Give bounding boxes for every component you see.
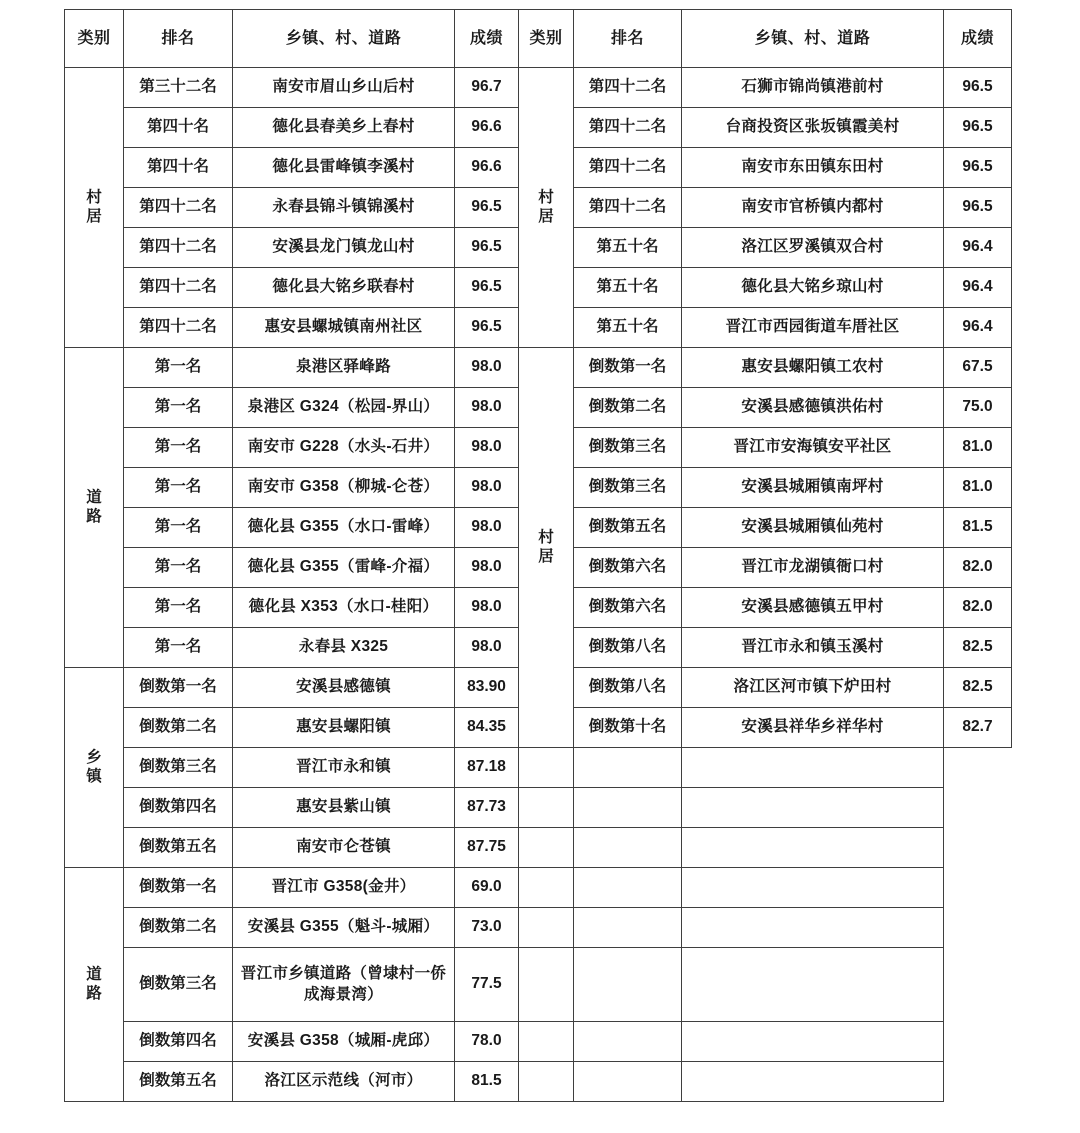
table-row bbox=[65, 948, 1012, 1022]
place-cell-left: 南安市仑苍镇 bbox=[233, 828, 455, 868]
table-row bbox=[65, 868, 1012, 908]
category-cell-left bbox=[65, 668, 124, 868]
rank-cell-right: 倒数第二名 bbox=[574, 388, 682, 428]
header-row bbox=[65, 10, 1012, 68]
table-row bbox=[65, 788, 1012, 828]
category-cell-left bbox=[65, 348, 124, 668]
rank-cell-right: 倒数第六名 bbox=[574, 588, 682, 628]
rank-cell-left: 倒数第三名 bbox=[124, 748, 233, 788]
place-cell-right: 安溪县城厢镇仙苑村 bbox=[682, 508, 944, 548]
score-cell-left: 84.35 bbox=[455, 708, 519, 748]
rank-cell-right: 第四十二名 bbox=[574, 108, 682, 148]
place-cell-right: 惠安县螺阳镇工农村 bbox=[682, 348, 944, 388]
place-cell-right: 晋江市安海镇安平社区 bbox=[682, 428, 944, 468]
score-cell-right: 82.0 bbox=[944, 548, 1012, 588]
category-cell-right bbox=[519, 68, 574, 348]
rank-cell-right: 倒数第六名 bbox=[574, 548, 682, 588]
score-cell-left: 87.75 bbox=[455, 828, 519, 868]
place-cell-right bbox=[574, 788, 682, 828]
place-cell-left: 惠安县螺阳镇 bbox=[233, 708, 455, 748]
header-score-left: 成绩 bbox=[455, 10, 519, 68]
category-label: 村居 bbox=[538, 529, 555, 565]
rank-cell-left: 倒数第四名 bbox=[124, 1022, 233, 1062]
rank-cell-right bbox=[519, 788, 574, 828]
rank-cell-left: 第一名 bbox=[124, 548, 233, 588]
rank-cell-right: 第五十名 bbox=[574, 228, 682, 268]
rank-cell-right bbox=[519, 868, 574, 908]
place-cell-right bbox=[574, 1062, 682, 1102]
rank-cell-left: 第一名 bbox=[124, 588, 233, 628]
header-place-right: 乡镇、村、道路 bbox=[682, 10, 944, 68]
category-cell-left bbox=[65, 868, 124, 1102]
score-cell-right bbox=[682, 788, 944, 828]
place-cell-right: 南安市官桥镇内都村 bbox=[682, 188, 944, 228]
score-cell-left: 87.18 bbox=[455, 748, 519, 788]
place-cell-left: 德化县 G355（雷峰-介福） bbox=[233, 548, 455, 588]
score-cell-right bbox=[682, 748, 944, 788]
rank-cell-left: 第四十二名 bbox=[124, 188, 233, 228]
score-cell-right: 96.4 bbox=[944, 308, 1012, 348]
score-cell-right: 96.5 bbox=[944, 108, 1012, 148]
score-cell-left: 96.6 bbox=[455, 108, 519, 148]
header-rank-left: 排名 bbox=[124, 10, 233, 68]
score-cell-left: 77.5 bbox=[455, 948, 519, 1022]
rank-cell-right bbox=[519, 748, 574, 788]
place-cell-left: 德化县 G355（水口-雷峰） bbox=[233, 508, 455, 548]
score-cell-right bbox=[682, 908, 944, 948]
score-cell-right bbox=[682, 868, 944, 908]
table-row bbox=[65, 828, 1012, 868]
rank-cell-left: 倒数第五名 bbox=[124, 828, 233, 868]
place-cell-right: 晋江市永和镇玉溪村 bbox=[682, 628, 944, 668]
rank-cell-right: 第四十二名 bbox=[574, 188, 682, 228]
table-row bbox=[65, 1062, 1012, 1102]
score-cell-left: 87.73 bbox=[455, 788, 519, 828]
score-cell-right: 96.5 bbox=[944, 148, 1012, 188]
rank-cell-left: 第一名 bbox=[124, 428, 233, 468]
category-cell-left bbox=[65, 68, 124, 348]
place-cell-left: 永春县锦斗镇锦溪村 bbox=[233, 188, 455, 228]
rank-cell-left: 第四十名 bbox=[124, 148, 233, 188]
rank-cell-left: 第四十二名 bbox=[124, 228, 233, 268]
table-row bbox=[65, 748, 1012, 788]
header-category-left: 类别 bbox=[65, 10, 124, 68]
score-cell-left: 96.5 bbox=[455, 268, 519, 308]
place-cell-left: 南安市 G358（柳城-仑苍） bbox=[233, 468, 455, 508]
table-row bbox=[65, 348, 1012, 388]
category-label: 道路 bbox=[86, 489, 103, 525]
score-cell-left: 98.0 bbox=[455, 628, 519, 668]
place-cell-right: 安溪县城厢镇南坪村 bbox=[682, 468, 944, 508]
place-cell-right: 安溪县感德镇洪佑村 bbox=[682, 388, 944, 428]
place-cell-right bbox=[574, 908, 682, 948]
place-cell-left: 安溪县感德镇 bbox=[233, 668, 455, 708]
category-label: 村居 bbox=[538, 189, 555, 225]
place-cell-left: 泉港区驿峰路 bbox=[233, 348, 455, 388]
header-score-right: 成绩 bbox=[944, 10, 1012, 68]
score-cell-right bbox=[682, 828, 944, 868]
rank-cell-left: 倒数第二名 bbox=[124, 908, 233, 948]
place-cell-left: 安溪县 G355（魁斗-城厢） bbox=[233, 908, 455, 948]
score-cell-left: 81.5 bbox=[455, 1062, 519, 1102]
place-cell-right: 洛江区罗溪镇双合村 bbox=[682, 228, 944, 268]
score-cell-left: 73.0 bbox=[455, 908, 519, 948]
score-cell-left: 98.0 bbox=[455, 508, 519, 548]
place-cell-left: 南安市 G228（水头-石井） bbox=[233, 428, 455, 468]
rank-cell-left: 倒数第三名 bbox=[124, 948, 233, 1022]
score-cell-right: 96.5 bbox=[944, 188, 1012, 228]
ranking-table bbox=[64, 9, 1012, 1102]
score-cell-right: 82.5 bbox=[944, 628, 1012, 668]
rank-cell-right: 倒数第八名 bbox=[574, 668, 682, 708]
score-cell-left: 83.90 bbox=[455, 668, 519, 708]
score-cell-right: 81.0 bbox=[944, 428, 1012, 468]
rank-cell-right bbox=[519, 908, 574, 948]
table-row bbox=[65, 68, 1012, 108]
place-cell-right: 洛江区河市镇下炉田村 bbox=[682, 668, 944, 708]
place-cell-left: 晋江市 G358(金井） bbox=[233, 868, 455, 908]
place-cell-left: 德化县 X353（水口-桂阳） bbox=[233, 588, 455, 628]
header-place-left: 乡镇、村、道路 bbox=[233, 10, 455, 68]
place-cell-right: 安溪县感德镇五甲村 bbox=[682, 588, 944, 628]
category-label: 村居 bbox=[86, 189, 103, 225]
place-cell-right bbox=[574, 828, 682, 868]
rank-cell-right: 倒数第五名 bbox=[574, 508, 682, 548]
place-cell-left: 德化县雷峰镇李溪村 bbox=[233, 148, 455, 188]
place-cell-right: 安溪县祥华乡祥华村 bbox=[682, 708, 944, 748]
rank-cell-left: 第一名 bbox=[124, 628, 233, 668]
score-cell-left: 96.5 bbox=[455, 228, 519, 268]
score-cell-left: 96.5 bbox=[455, 308, 519, 348]
rank-cell-right: 第四十二名 bbox=[574, 68, 682, 108]
score-cell-right: 96.4 bbox=[944, 228, 1012, 268]
score-cell-right: 82.5 bbox=[944, 668, 1012, 708]
place-cell-left: 德化县春美乡上春村 bbox=[233, 108, 455, 148]
rank-cell-right bbox=[519, 948, 574, 1022]
place-cell-right bbox=[574, 868, 682, 908]
rank-cell-left: 第一名 bbox=[124, 388, 233, 428]
place-cell-right: 德化县大铭乡琼山村 bbox=[682, 268, 944, 308]
place-cell-right: 台商投资区张坂镇霞美村 bbox=[682, 108, 944, 148]
score-cell-right: 96.5 bbox=[944, 68, 1012, 108]
place-cell-right: 南安市东田镇东田村 bbox=[682, 148, 944, 188]
score-cell-left: 78.0 bbox=[455, 1022, 519, 1062]
rank-cell-left: 倒数第二名 bbox=[124, 708, 233, 748]
place-cell-right bbox=[574, 748, 682, 788]
rank-cell-right: 倒数第一名 bbox=[574, 348, 682, 388]
rank-cell-left: 第一名 bbox=[124, 508, 233, 548]
score-cell-right: 82.0 bbox=[944, 588, 1012, 628]
score-cell-left: 98.0 bbox=[455, 468, 519, 508]
score-cell-right: 96.4 bbox=[944, 268, 1012, 308]
category-cell-right bbox=[519, 348, 574, 748]
rank-cell-left: 第一名 bbox=[124, 468, 233, 508]
score-cell-left: 96.6 bbox=[455, 148, 519, 188]
rank-cell-left: 倒数第四名 bbox=[124, 788, 233, 828]
score-cell-right bbox=[682, 948, 944, 1022]
header-category-right: 类别 bbox=[519, 10, 574, 68]
place-cell-left: 惠安县螺城镇南州社区 bbox=[233, 308, 455, 348]
table-body bbox=[65, 68, 1012, 1102]
rank-cell-right: 倒数第三名 bbox=[574, 428, 682, 468]
place-cell-left: 安溪县龙门镇龙山村 bbox=[233, 228, 455, 268]
rank-cell-right bbox=[519, 828, 574, 868]
score-cell-left: 98.0 bbox=[455, 388, 519, 428]
place-cell-left: 泉港区 G324（松园-界山） bbox=[233, 388, 455, 428]
rank-cell-left: 第四十二名 bbox=[124, 268, 233, 308]
score-cell-left: 98.0 bbox=[455, 348, 519, 388]
category-label: 道路 bbox=[86, 966, 103, 1002]
place-cell-right bbox=[574, 1022, 682, 1062]
score-cell-right: 67.5 bbox=[944, 348, 1012, 388]
place-cell-left: 惠安县紫山镇 bbox=[233, 788, 455, 828]
place-cell-left: 安溪县 G358（城厢-虎邱） bbox=[233, 1022, 455, 1062]
rank-cell-left: 倒数第一名 bbox=[124, 868, 233, 908]
rank-cell-left: 第一名 bbox=[124, 348, 233, 388]
rank-cell-right bbox=[519, 1062, 574, 1102]
score-cell-left: 69.0 bbox=[455, 868, 519, 908]
place-cell-right: 晋江市西园街道车厝社区 bbox=[682, 308, 944, 348]
score-cell-right: 75.0 bbox=[944, 388, 1012, 428]
rank-cell-right: 第五十名 bbox=[574, 268, 682, 308]
rank-cell-left: 倒数第五名 bbox=[124, 1062, 233, 1102]
place-cell-left: 晋江市乡镇道路（曾埭村一侨成海景湾） bbox=[233, 948, 455, 1022]
table-row bbox=[65, 908, 1012, 948]
place-cell-left: 晋江市永和镇 bbox=[233, 748, 455, 788]
place-cell-left: 永春县 X325 bbox=[233, 628, 455, 668]
rank-cell-right: 第五十名 bbox=[574, 308, 682, 348]
rank-cell-left: 第四十名 bbox=[124, 108, 233, 148]
rank-cell-left: 倒数第一名 bbox=[124, 668, 233, 708]
place-cell-left: 南安市眉山乡山后村 bbox=[233, 68, 455, 108]
rank-cell-left: 第四十二名 bbox=[124, 308, 233, 348]
place-cell-right: 石狮市锦尚镇港前村 bbox=[682, 68, 944, 108]
score-cell-left: 96.7 bbox=[455, 68, 519, 108]
rank-cell-right: 第四十二名 bbox=[574, 148, 682, 188]
header-rank-right: 排名 bbox=[574, 10, 682, 68]
place-cell-right: 晋江市龙湖镇衙口村 bbox=[682, 548, 944, 588]
score-cell-right bbox=[682, 1022, 944, 1062]
place-cell-right bbox=[574, 948, 682, 1022]
place-cell-left: 洛江区示范线（河市） bbox=[233, 1062, 455, 1102]
table-header bbox=[65, 10, 1012, 68]
score-cell-right: 82.7 bbox=[944, 708, 1012, 748]
table-row bbox=[65, 1022, 1012, 1062]
rank-cell-right: 倒数第三名 bbox=[574, 468, 682, 508]
rank-cell-right bbox=[519, 1022, 574, 1062]
category-label: 乡镇 bbox=[86, 749, 103, 785]
score-cell-right: 81.5 bbox=[944, 508, 1012, 548]
score-cell-right bbox=[682, 1062, 944, 1102]
score-cell-left: 98.0 bbox=[455, 588, 519, 628]
place-cell-left: 德化县大铭乡联春村 bbox=[233, 268, 455, 308]
score-cell-right: 81.0 bbox=[944, 468, 1012, 508]
score-cell-left: 98.0 bbox=[455, 428, 519, 468]
rank-cell-left: 第三十二名 bbox=[124, 68, 233, 108]
rank-cell-right: 倒数第十名 bbox=[574, 708, 682, 748]
rank-cell-right: 倒数第八名 bbox=[574, 628, 682, 668]
score-cell-left: 98.0 bbox=[455, 548, 519, 588]
score-cell-left: 96.5 bbox=[455, 188, 519, 228]
